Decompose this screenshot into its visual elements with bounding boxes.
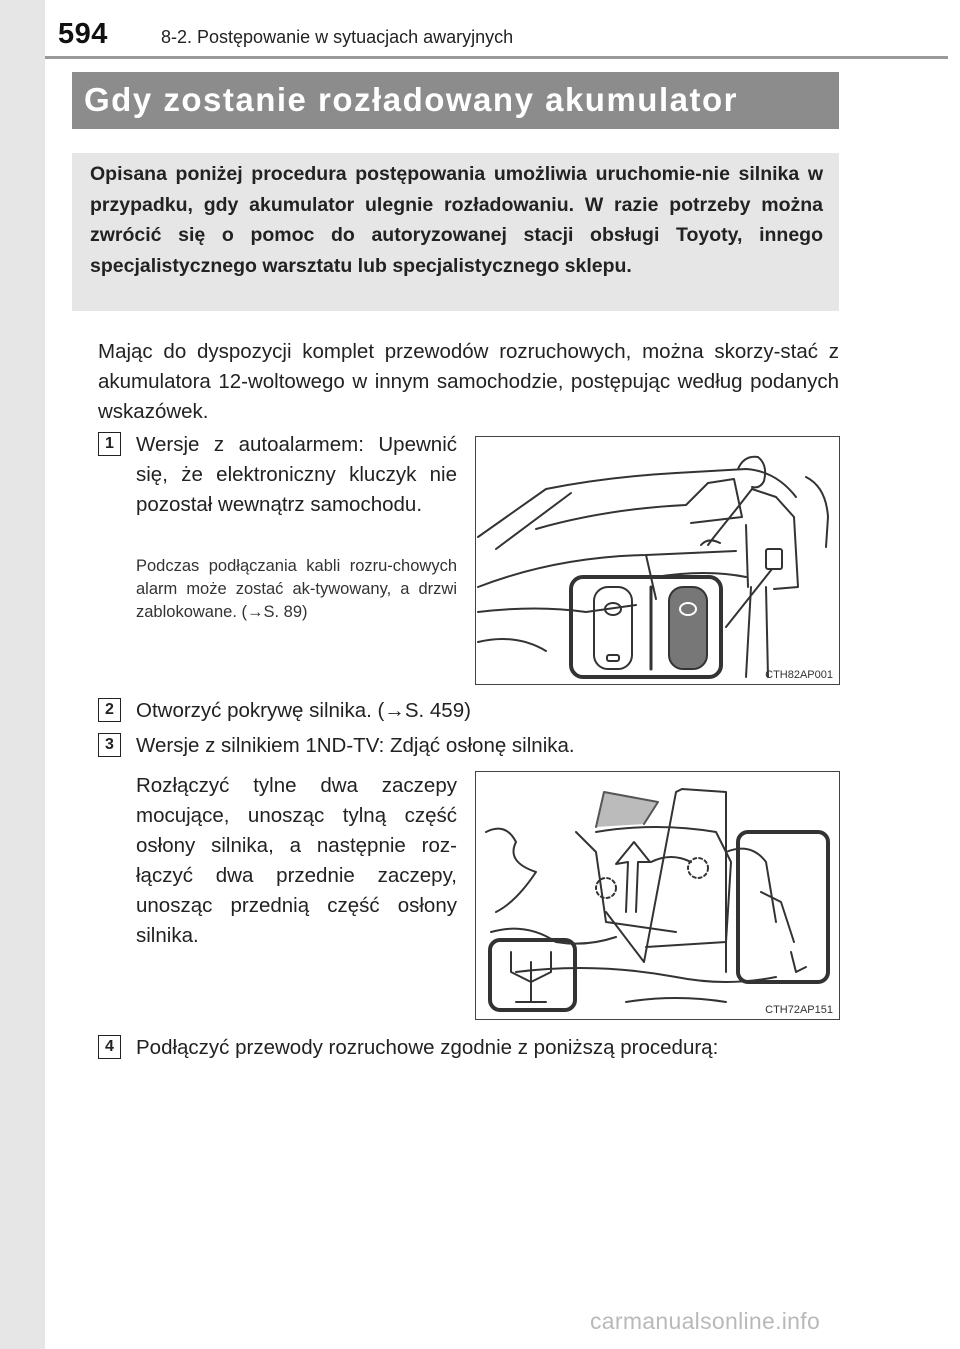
engine-cover-illustration-icon xyxy=(476,772,838,1018)
intro-text: Opisana poniżej procedura postępowania umożliwia uruchomie-nie silnika w przypadku, gdy akumulator ulegnie rozładowaniu. W razie potrzeby można zwrócić się o pomoc do autoryzowanej stacji obsługi Toyoty, innego specjalistycznego warsztatu lub specjalistycznego sklepu. xyxy=(90,163,823,277)
step-number-4: 4 xyxy=(98,1035,121,1059)
figure-code-1: CTH82AP001 xyxy=(765,669,833,681)
section-title-bar xyxy=(72,72,839,129)
header-divider xyxy=(45,56,948,59)
step-number-2: 2 xyxy=(98,698,121,722)
section-title: Gdy zostanie rozładowany akumulator xyxy=(84,81,738,118)
figure-code-2: CTH72AP151 xyxy=(765,1004,833,1016)
car-key-illustration-icon xyxy=(476,437,838,683)
page-header xyxy=(58,18,948,54)
step-3-text: Wersje z silnikiem 1ND-TV: Zdjąć osłonę silnika. xyxy=(136,734,575,757)
watermark: carmanualsonline.info xyxy=(590,1308,821,1334)
step-1-text: Wersje z autoalarmem: Upewnić się, że elektroniczny kluczyk nie pozostał wewnątrz samochodu. xyxy=(136,433,457,516)
step-2-text: Otworzyć pokrywę silnika. (→S. 459) xyxy=(136,699,471,722)
figure-engine-cover xyxy=(475,771,840,1020)
step-3-body: Rozłączyć tylne dwa zaczepy mocujące, unosząc tylną część osłony silnika, a następnie roz-łączyć dwa przednie zaczepy, unosząc przednią część osłony silnika. xyxy=(136,774,457,947)
step-1-note: Podczas podłączania kabli rozru-chowych alarm może zostać ak-tywowany, a drzwi zablokowane. (→S. 89) xyxy=(136,557,457,621)
lead-paragraph: Mając do dyspozycji komplet przewodów rozruchowych, można skorzy-stać z akumulatora 12-woltowego w innym samochodzie, postępując według podanych wskazówek. xyxy=(98,340,839,423)
step-number-3: 3 xyxy=(98,733,121,757)
figure-car-key xyxy=(475,436,840,685)
intro-box xyxy=(72,153,839,311)
page-number: 594 xyxy=(58,18,108,50)
chapter-title: 8-2. Postępowanie w sytuacjach awaryjnych xyxy=(161,27,514,47)
step-number-1: 1 xyxy=(98,432,121,456)
step-4-text: Podłączyć przewody rozruchowe zgodnie z poniższą procedurą: xyxy=(136,1036,719,1059)
side-margin-strip xyxy=(0,0,45,1349)
